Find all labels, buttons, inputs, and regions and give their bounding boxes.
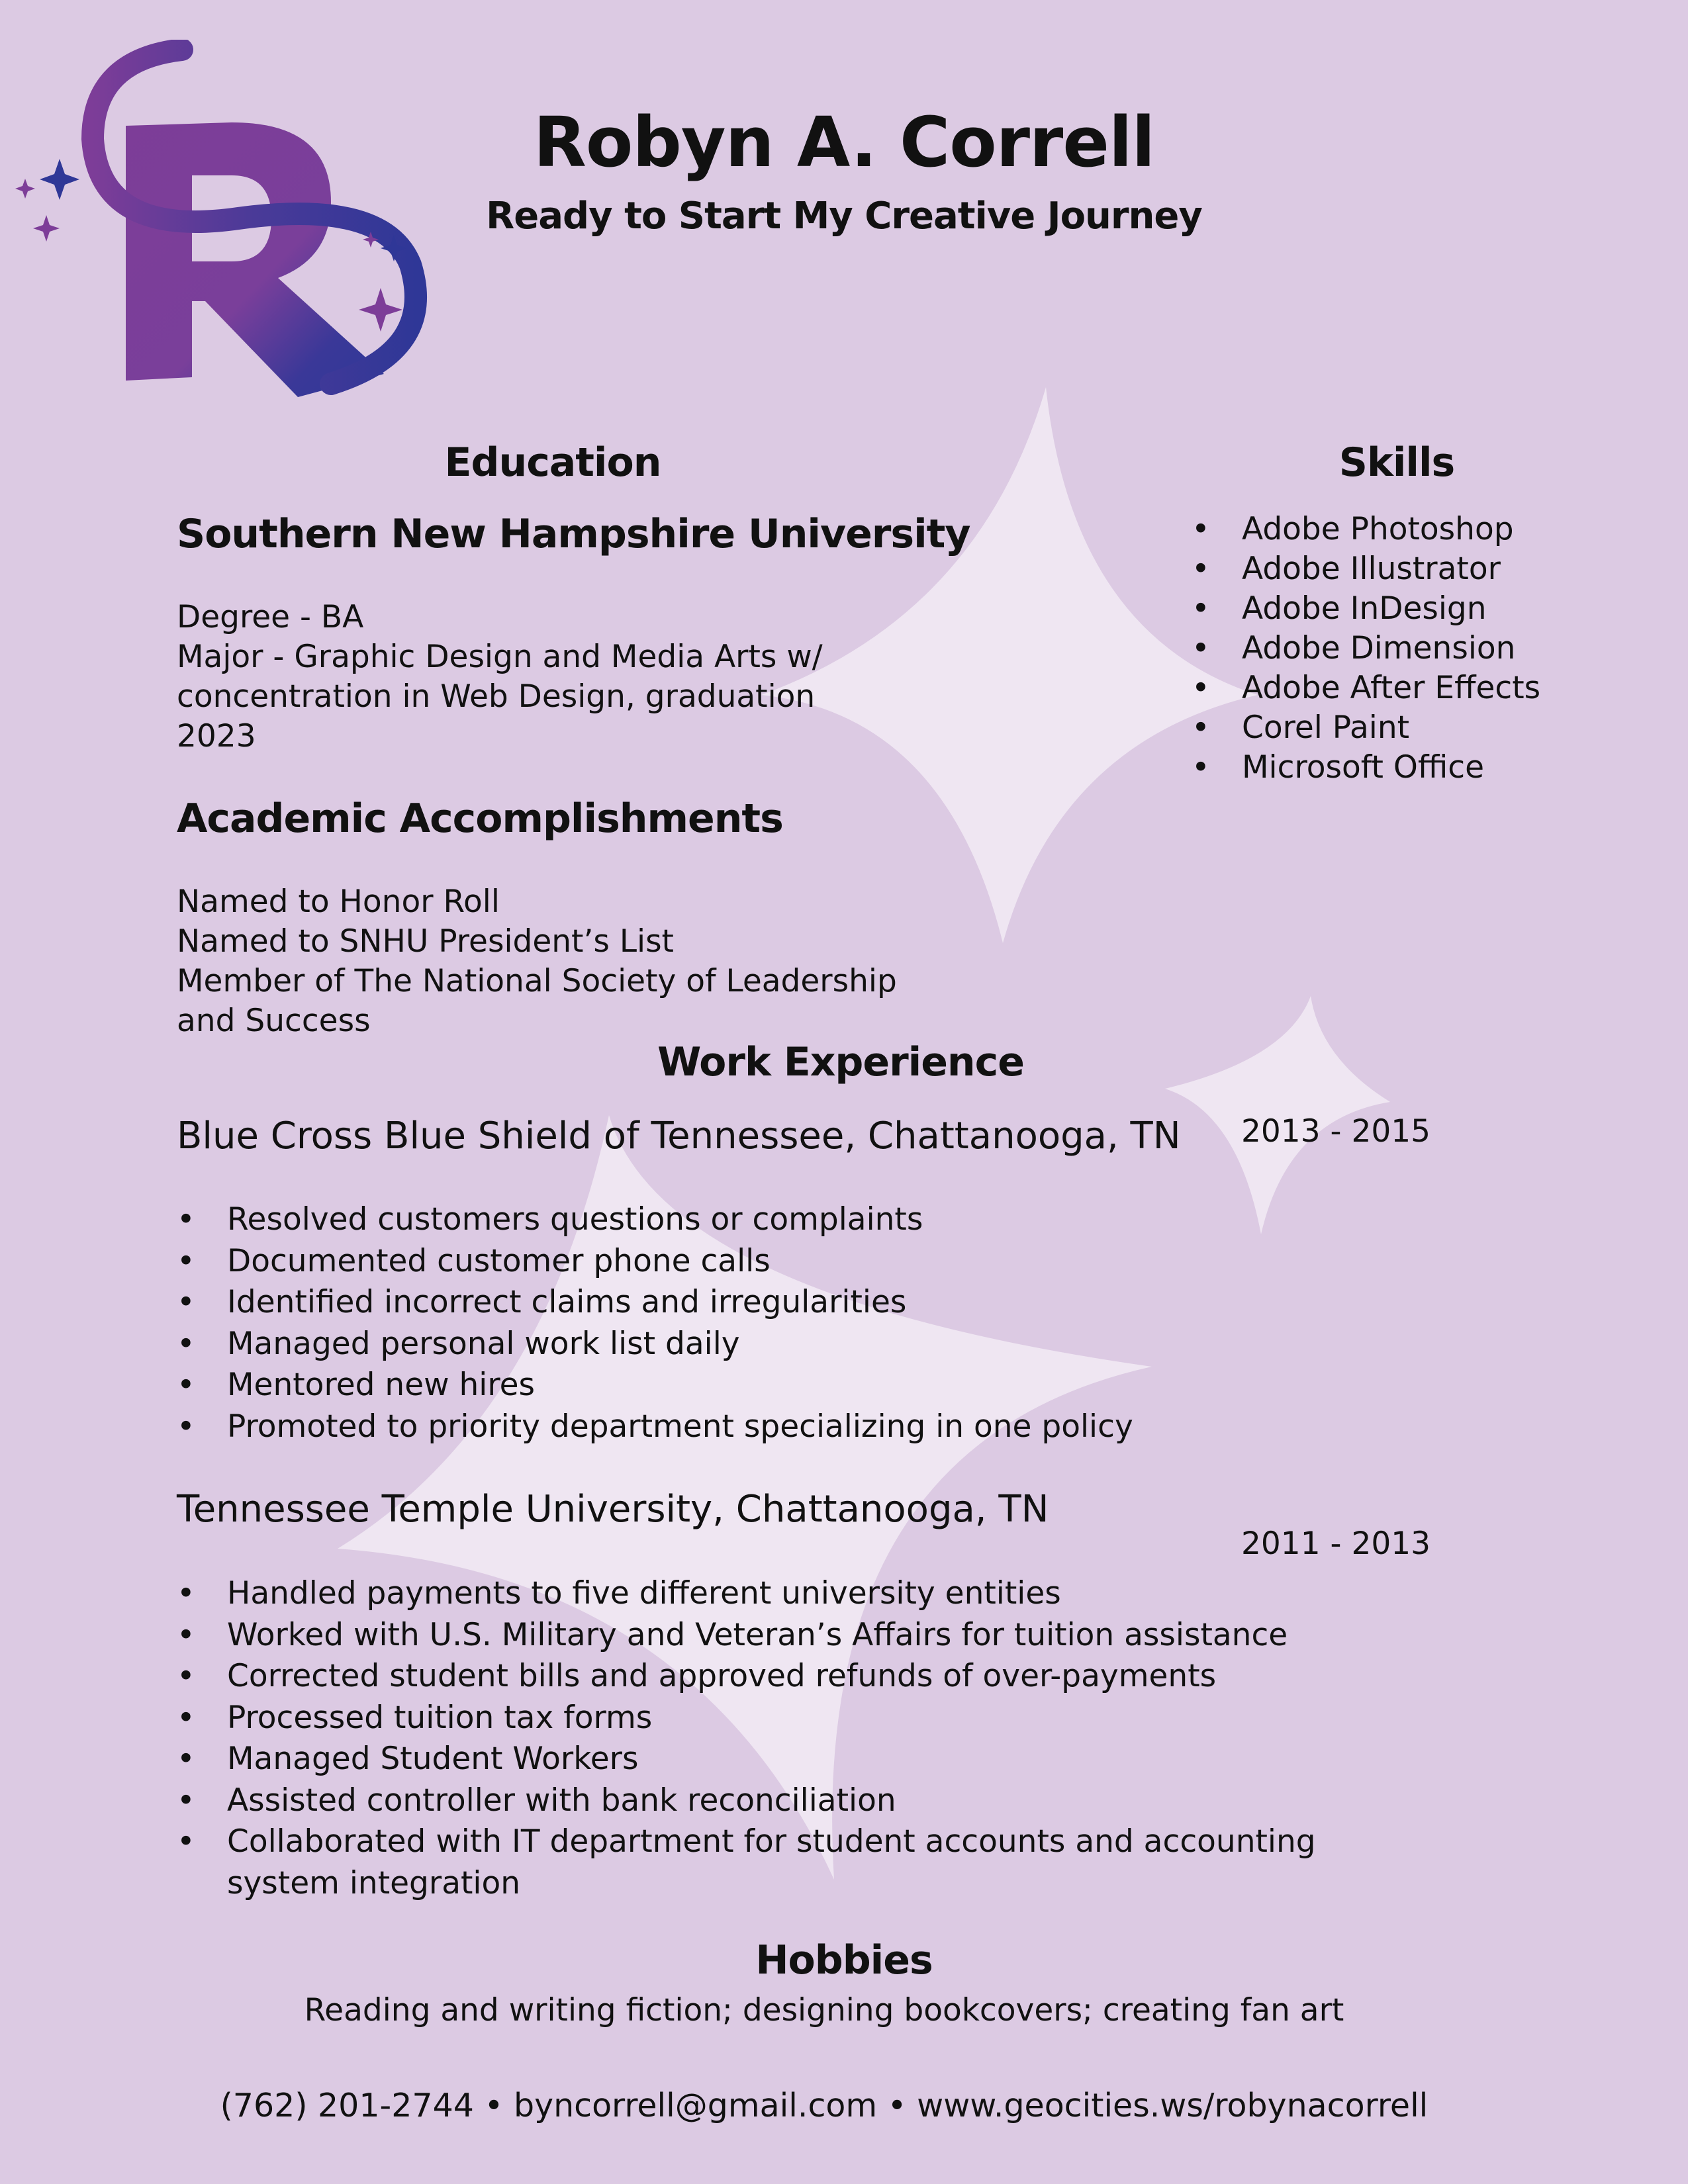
employer-name: Tennessee Temple University, Chattanooga, TN (177, 1488, 1049, 1531)
education-heading: Education (444, 439, 661, 486)
duty-item: • Corrected student bills and approved refunds of over-payments (177, 1656, 1534, 1698)
duty-item: • Resolved customers questions or complaints (177, 1199, 1501, 1241)
education-line: 2023 (177, 718, 256, 754)
accomplishments-list (177, 882, 1037, 1041)
skills-list (1192, 510, 1655, 788)
skill-item: • Adobe InDesign (1192, 589, 1655, 629)
contact-line[interactable]: (762) 201-2744 • byncorrell@gmail.com • www.geocities.ws/robynacorrell (220, 2087, 1429, 2124)
duty-item: • Mentored new hires (177, 1365, 1501, 1406)
duty-item-continuation: system integration (227, 1864, 521, 1901)
school-name: Southern New Hampshire University (177, 511, 970, 557)
duty-item: • Documented customer phone calls (177, 1241, 1501, 1283)
education-line: concentration in Web Design, graduation (177, 678, 816, 715)
duty-item: • Handled payments to five different university entities (177, 1573, 1534, 1615)
job-duties-list (177, 1199, 1501, 1447)
education-line: Degree - BA (177, 599, 364, 635)
accomplishment-line: Named to Honor Roll (177, 884, 500, 920)
resume-name: Robyn A. Correll (533, 102, 1155, 183)
employer-name: Blue Cross Blue Shield of Tennessee, Chattanooga, TN (177, 1115, 1181, 1158)
skill-item: • Corel Paint (1192, 708, 1655, 748)
skill-item: • Adobe After Effects (1192, 668, 1655, 708)
skill-item: • Adobe Dimension (1192, 629, 1655, 668)
education-details (177, 598, 971, 756)
employment-years: 2011 - 2013 (1241, 1525, 1431, 1562)
hobbies-heading: Hobbies (755, 1937, 933, 1983)
duty-item: • Managed Student Workers (177, 1739, 1534, 1780)
duty-item: • Collaborated with IT department for student accounts and accounting (177, 1821, 1534, 1863)
employment-years: 2013 - 2015 (1241, 1113, 1431, 1150)
duty-item: • Promoted to priority department specializing in one policy (177, 1406, 1501, 1448)
accomplishment-line: and Success (177, 1003, 371, 1039)
duty-item: • Assisted controller with bank reconciliation (177, 1780, 1534, 1822)
duty-item: • Worked with U.S. Military and Veteran’s Affairs for tuition assistance (177, 1615, 1534, 1657)
duty-item-continued (177, 1863, 1534, 1905)
resume-tagline: Ready to Start My Creative Journey (486, 195, 1202, 238)
education-line: Major - Graphic Design and Media Arts w/ (177, 639, 823, 675)
accomplishment-line: Named to SNHU President’s List (177, 923, 674, 960)
job-duties-list (177, 1573, 1534, 1904)
accomplishments-heading: Academic Accomplishments (177, 796, 783, 842)
skill-item: • Adobe Photoshop (1192, 510, 1655, 549)
hobbies-text: Reading and writing fiction; designing bookcovers; creating fan art (304, 1992, 1344, 2028)
accomplishment-line: Member of The National Society of Leadership (177, 963, 897, 999)
skill-item: • Adobe Illustrator (1192, 549, 1655, 589)
duty-item: • Processed tuition tax forms (177, 1698, 1534, 1739)
duty-item: • Identified incorrect claims and irregularities (177, 1282, 1501, 1324)
skills-heading: Skills (1338, 439, 1455, 486)
work-experience-heading: Work Experience (657, 1039, 1024, 1085)
duty-item: • Managed personal work list daily (177, 1324, 1501, 1365)
skill-item: • Microsoft Office (1192, 748, 1655, 788)
